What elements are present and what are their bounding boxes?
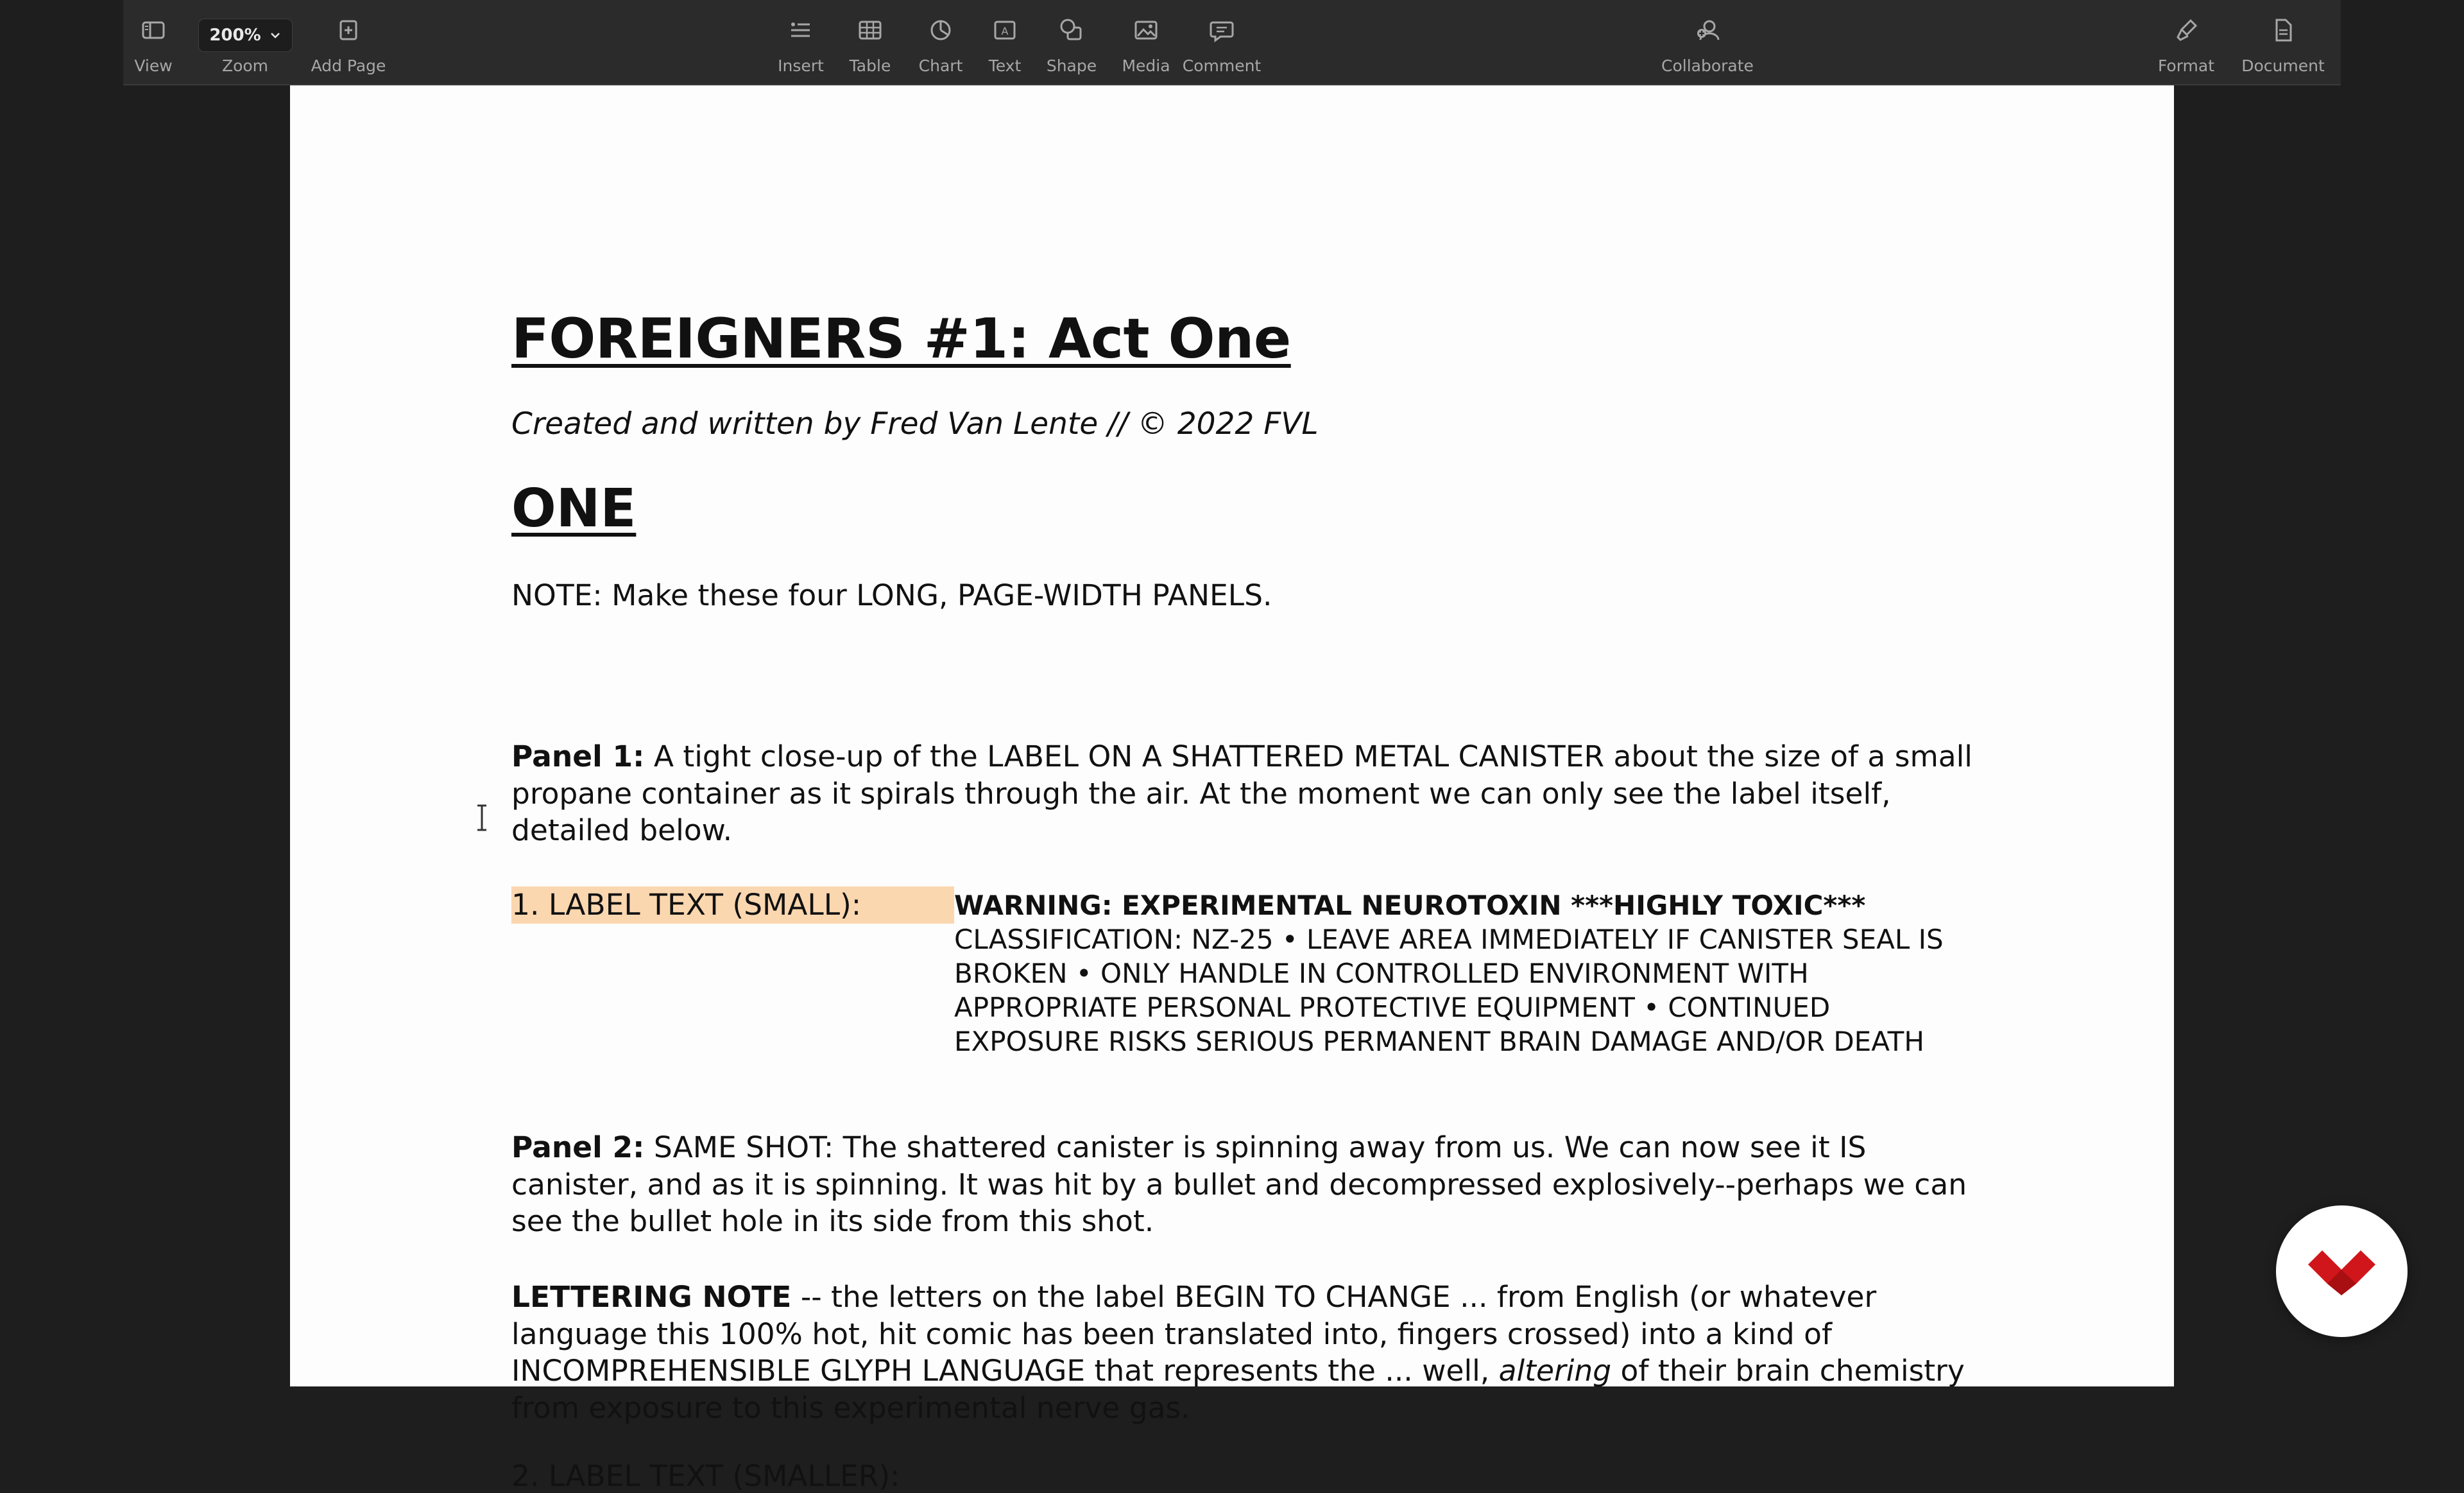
zoom-value: 200% (209, 26, 261, 45)
panel-2-heading: Panel 2: (511, 1130, 645, 1164)
chart-icon (927, 17, 954, 44)
document-page[interactable] (290, 85, 2174, 1493)
document-icon (2270, 17, 2297, 44)
insert-list-icon (787, 17, 814, 44)
zoom-button[interactable] (194, 50, 296, 82)
document-button[interactable] (2232, 17, 2334, 81)
zoom-label: Zoom (221, 56, 269, 75)
panel-2-paragraph (511, 1129, 1994, 1240)
comment-icon (1208, 17, 1235, 44)
lettering-note-text-2: of their brain chemistry from exposure to this experimental nerve gas. (511, 1354, 1965, 1425)
paintbrush-icon (2173, 17, 2200, 44)
media-label: Media (1122, 56, 1170, 75)
shape-icon (1058, 17, 1085, 44)
lettering-note-heading: LETTERING NOTE (511, 1280, 792, 1314)
add-page-label: Add Page (311, 56, 386, 75)
table-label: Table (849, 56, 891, 75)
chapter-heading: ONE (511, 478, 637, 539)
chevron-down-icon (269, 29, 282, 42)
lettering-note-paragraph (511, 1279, 1994, 1426)
document-title: FOREIGNERS #1: Act One (511, 307, 1291, 371)
collaborate-label: Collaborate (1661, 56, 1754, 75)
collaborate-button[interactable] (1637, 17, 1778, 81)
label-1-body: CLASSIFICATION: NZ-25 • LEAVE AREA IMMEDIATELY IF CANISTER SEAL IS BROKEN • ONLY HANDLE IN CONTROLLED ENVIRONMENT WITH APPROPRIATE PERSONAL PROTECTIVE EQUIPMENT • CONTINUED EXPOSURE RISKS SERIOUS PERMANENT BRAIN DAMAGE AND/OR DEATH (954, 924, 1944, 1057)
comment-button[interactable] (1170, 17, 1273, 81)
label-2-name-partial: 2. LABEL TEXT (SMALLER): (511, 1459, 900, 1493)
add-page-icon (335, 17, 362, 44)
panel-1-heading: Panel 1: (511, 739, 645, 773)
insert-label: Insert (778, 56, 824, 75)
table-icon (857, 17, 884, 44)
sidebar-icon (140, 17, 167, 44)
svg-text:A: A (1001, 25, 1009, 37)
shape-label: Shape (1046, 56, 1097, 75)
document-label: Document (2241, 56, 2325, 75)
floating-app-badge[interactable] (2276, 1205, 2408, 1337)
label-1-name[interactable]: 1. LABEL TEXT (SMALL): (511, 886, 954, 924)
chart-label: Chart (918, 56, 963, 75)
view-label: View (134, 56, 173, 75)
lettering-note-emphasis: altering (1498, 1354, 1612, 1388)
panel-1-paragraph (511, 738, 1994, 849)
panel-1-text: A tight close-up of the LABEL ON A SHATTERED METAL CANISTER about the size of a small propane container as it spirals through the air. At the moment we can only see the label itself, detailed below. (511, 739, 1972, 847)
media-image-icon (1133, 17, 1159, 44)
lettering-note-text-1: -- the letters on the label BEGIN TO CHANGE ... from English (or whatever language this 100% hot, hit comic has been translated into, fingers crossed) into a kind of INCOMPREHENSIBLE GLYPH LANGUAGE that represents the ... well, (511, 1280, 1877, 1388)
label-1-row (511, 886, 1987, 1092)
view-button[interactable] (102, 17, 205, 81)
format-label: Format (2157, 56, 2215, 75)
text-box-icon (991, 17, 1018, 44)
label-1-text (954, 888, 1955, 1058)
format-button[interactable] (2135, 17, 2237, 81)
brand-logo-icon (2308, 1250, 2375, 1295)
label-1-warning: WARNING: EXPERIMENTAL NEUROTOXIN ***HIGHLY TOXIC*** (954, 890, 1866, 921)
panel-2-text: SAME SHOT: The shattered canister is spinning away from us. We can now see it IS canister, and as it is spinning. It was hit by a bullet and decompressed explosively--perhaps we can see the bullet hole in its side from this shot. (511, 1130, 1967, 1238)
byline: Created and written by Fred Van Lente // © 2022 FVL (511, 406, 1319, 442)
text-label: Text (988, 56, 1022, 75)
comment-label: Comment (1182, 56, 1262, 75)
zoom-select[interactable] (198, 19, 293, 52)
text-cursor-icon (474, 804, 490, 832)
collaborate-icon (1694, 17, 1721, 44)
note-paragraph: NOTE: Make these four LONG, PAGE-WIDTH PANELS. (511, 578, 1272, 612)
add-page-button[interactable] (297, 17, 400, 81)
toolbar (123, 0, 2341, 85)
